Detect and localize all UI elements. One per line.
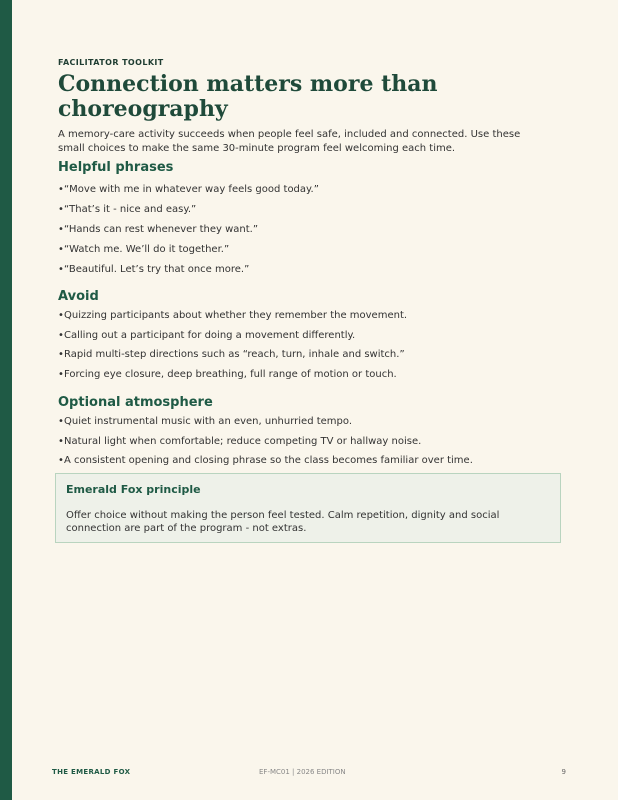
list-item: • “Beautiful. Let’s try that once more.” (58, 260, 564, 280)
optional-atmosphere-heading: Optional atmosphere (58, 395, 213, 410)
page-content (58, 56, 564, 543)
list-item: • Calling out a participant for doing a movement differently. (58, 326, 564, 346)
principle-heading: Emerald Fox principle (66, 482, 201, 496)
footer-edition-code: EF-MC01 | 2026 EDITION (259, 768, 346, 776)
list-item: • “Move with me in whatever way feels good today.” (58, 180, 564, 200)
list-item: • A consistent opening and closing phrase so the class becomes familiar over time. (58, 451, 564, 471)
avoid-list (58, 306, 564, 384)
list-item: • “Watch me. We’ll do it together.” (58, 240, 564, 260)
helpful-phrases-heading: Helpful phrases (58, 160, 174, 175)
helpful-phrases-list (58, 180, 564, 280)
list-item: • Quiet instrumental music with an even, unhurried tempo. (58, 412, 564, 432)
list-item: • “Hands can rest whenever they want.” (58, 220, 564, 240)
principle-callout (55, 473, 561, 543)
eyebrow-label: FACILITATOR TOOLKIT (58, 58, 164, 67)
footer-brand: THE EMERALD FOX (52, 768, 131, 776)
list-item: • Forcing eye closure, deep breathing, full range of motion or touch. (58, 365, 564, 385)
avoid-heading: Avoid (58, 289, 99, 304)
principle-text: Offer choice without making the person feel tested. Calm repetition, dignity and social connection are part of the program - not extras. (66, 509, 500, 534)
page-footer (52, 768, 566, 780)
list-item: • “That’s it - nice and easy.” (58, 200, 564, 220)
page-title: Connection matters more than choreography (58, 71, 438, 122)
intro-paragraph: A memory-care activity succeeds when people feel safe, included and connected. Use these small choices to make the same 30-minute program feel welcoming each time. (58, 129, 521, 154)
optional-atmosphere-list (58, 412, 564, 471)
list-item: • Natural light when comfortable; reduce competing TV or hallway noise. (58, 432, 564, 452)
list-item: • Rapid multi-step directions such as “reach, turn, inhale and switch.” (58, 345, 564, 365)
page-number: 9 (561, 768, 566, 776)
side-accent-bar (0, 0, 12, 800)
list-item: • Quizzing participants about whether they remember the movement. (58, 306, 564, 326)
